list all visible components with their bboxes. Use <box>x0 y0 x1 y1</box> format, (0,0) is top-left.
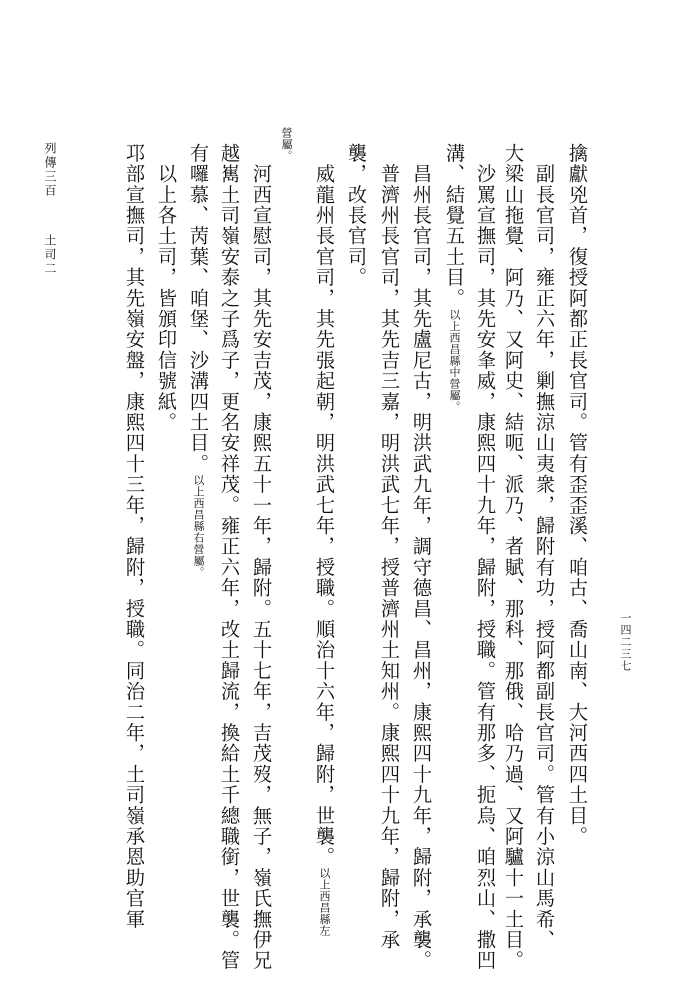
text-column <box>218 143 240 971</box>
annotation-note: 以上西昌縣右營屬。 <box>192 474 205 578</box>
column-text: 河西宣慰司，其先安吉茂，康熙五十一年，歸附。五十七年，吉茂歿，無子，嶺氏撫伊兄 <box>250 143 273 971</box>
text-column <box>250 143 272 971</box>
text-column <box>533 143 555 950</box>
column-text: 大梁山拖覺、阿乃、又阿史、結呃、派乃、者賦、那科、那俄、哈乃過、又阿驢十一土目。 <box>502 143 525 971</box>
text-column <box>123 143 145 930</box>
text-column <box>378 143 400 950</box>
column-text: 沙罵宣撫司，其先安夆威，康熙四十九年，歸附，授職。管有那多、扼烏、咱烈山、撒凹 <box>474 143 497 971</box>
column-text: 溝、結覺五土目。 <box>443 143 466 309</box>
text-column <box>566 143 588 847</box>
column-text: 普濟州長官司，其先吉三嘉，明洪武七年，授普濟州土知州。康熙四十九年，歸附，承 <box>378 143 401 951</box>
text-column <box>345 143 367 288</box>
column-text: 邛部宣撫司，其先嶺安盤，康熙四十三年，歸附，授職。同治二年，土司嶺承恩助官軍 <box>123 143 146 930</box>
section-title: 土司二 <box>43 234 57 276</box>
column-text: 以上各土司，皆頒印信號紙。 <box>155 143 178 433</box>
annotation-note: 以上西昌縣中營屬。 <box>448 308 461 413</box>
annotation-note: 以上西昌縣左 <box>318 867 331 937</box>
page-number: 一四二三七 <box>619 612 632 672</box>
column-text: 副長官司，雍正六年，剿撫涼山夷衆，歸附有功，授阿都副長官司。管有小涼山馬希、 <box>533 143 556 951</box>
column-text: 有囉慕、苪葉、咱堡、沙溝四土目。 <box>187 143 210 475</box>
text-column <box>443 143 465 412</box>
text-column <box>187 143 209 578</box>
text-column <box>410 143 432 971</box>
text-column <box>502 143 524 971</box>
column-text: 擒獻兇首，復授阿都正長官司。管有歪歪溪、咱古、喬山南、大河西四土目。 <box>566 143 589 847</box>
text-column <box>275 127 297 162</box>
text-column <box>474 143 496 971</box>
annotation-note: 營屬。 <box>280 127 293 162</box>
column-text: 越嶲土司嶺安泰之子爲子，更名安祥茂。雍正六年，改土歸流，換給土千總職銜，世襲。管 <box>218 143 241 971</box>
running-head <box>43 142 57 276</box>
column-text: 昌州長官司，其先盧尼古，明洪武九年，調守德昌、昌州，康熙四十九年，歸附，承襲。 <box>410 143 433 971</box>
chapter-title: 列傳三百 <box>43 142 57 198</box>
text-column <box>155 143 177 433</box>
text-column <box>313 143 335 937</box>
column-text: 威龍州長官司，其先張起朝，明洪武七年，授職。順治十六年，歸附，世襲。 <box>313 143 336 868</box>
column-text: 襲，改長官司。 <box>345 143 368 288</box>
